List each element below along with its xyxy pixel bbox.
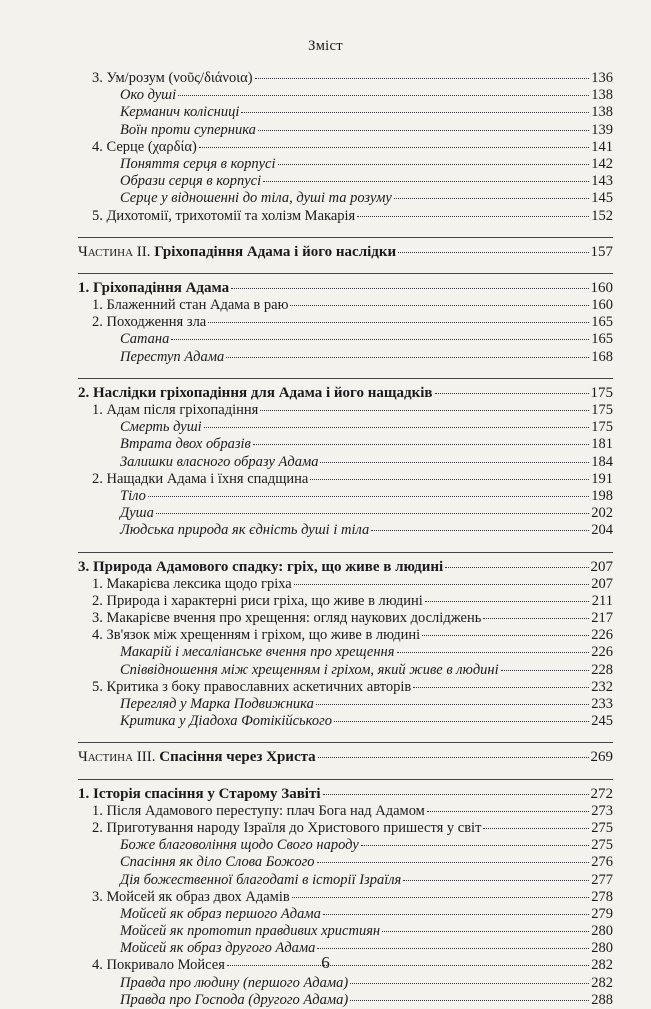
toc-entry-page: 207	[590, 558, 613, 575]
dot-leader	[231, 288, 588, 289]
toc-section	[78, 297, 613, 314]
dot-leader	[318, 757, 589, 758]
toc-entry-page: 275	[591, 819, 613, 836]
toc-entry-page: 280	[591, 940, 613, 957]
dot-leader	[253, 444, 589, 445]
toc-subsection	[78, 87, 613, 104]
toc-entry-page: 273	[591, 802, 613, 819]
toc-entry-title: 2. Наслідки гріхопадіння для Адама і його нащадків	[78, 384, 433, 401]
toc-entry-page: 278	[591, 888, 613, 905]
toc-entry-title: Втрата двох образів	[120, 436, 251, 453]
toc-entry-page: 282	[591, 974, 613, 991]
part-number: Частина II.	[78, 243, 151, 260]
toc-section	[78, 576, 613, 593]
dot-leader	[422, 635, 589, 636]
toc-subsection	[78, 992, 613, 1009]
dot-leader	[294, 584, 589, 585]
dot-leader	[382, 931, 589, 932]
dot-leader	[263, 181, 589, 182]
dot-leader	[357, 216, 589, 217]
toc-entry-title: Дія божественної благодаті в історії Ізраїля	[120, 871, 402, 888]
toc-entry-page: 204	[591, 522, 613, 539]
toc-entry-page: 139	[591, 121, 613, 138]
toc-entry-title: Критика у Діадоха Фотікійського	[120, 713, 333, 730]
toc-subsection	[78, 644, 613, 661]
dot-leader	[320, 462, 589, 463]
dot-leader	[241, 112, 589, 113]
dot-leader	[290, 305, 589, 306]
toc-subsection	[78, 122, 613, 139]
toc-section	[78, 679, 613, 696]
section-spacer	[78, 366, 613, 378]
toc-chapter	[78, 280, 613, 297]
toc-entry-page: 275	[591, 837, 613, 854]
section-spacer	[78, 730, 613, 742]
toc-subsection	[78, 713, 613, 730]
toc-section	[78, 314, 613, 331]
toc-subsection	[78, 696, 613, 713]
toc-entry-title: 5. Дихотомії, трихотомії та холізм Макарія	[92, 207, 356, 224]
part-number: Частина III.	[78, 749, 156, 766]
toc-section	[78, 471, 613, 488]
toc-entry-page: 279	[591, 905, 613, 922]
dot-leader	[260, 410, 589, 411]
toc-entry-page: 228	[591, 661, 613, 678]
dot-leader	[501, 670, 589, 671]
toc-chapter	[78, 559, 613, 576]
toc-part-heading	[78, 749, 613, 766]
dot-leader	[427, 811, 589, 812]
toc-entry-page: 165	[591, 314, 613, 331]
toc-subsection	[78, 854, 613, 871]
dot-leader	[148, 496, 589, 497]
toc-section	[78, 402, 613, 419]
toc-subsection	[78, 349, 613, 366]
toc-subsection	[78, 436, 613, 453]
dot-leader	[208, 322, 589, 323]
toc-entry-title: Правда про Господа (другого Адама)	[120, 991, 349, 1008]
toc-entry-title: 4. Серце (χαρδία)	[92, 138, 197, 155]
dot-leader	[204, 427, 589, 428]
toc-entry-title: 1. Адам після гріхопадіння	[92, 402, 259, 418]
section-spacer	[78, 225, 613, 237]
toc-entry-page: 143	[591, 173, 613, 190]
toc-subsection	[78, 190, 613, 207]
toc-subsection	[78, 156, 613, 173]
toc-entry-page: 175	[591, 402, 613, 418]
table-of-contents	[78, 70, 613, 1009]
toc-entry-page: 280	[591, 923, 613, 940]
toc-entry-title: Воїн проти суперника	[120, 121, 256, 138]
toc-entry-page: 145	[591, 190, 613, 207]
section-spacer	[78, 767, 613, 779]
toc-section	[78, 627, 613, 644]
dot-leader	[226, 357, 589, 358]
toc-subsection	[78, 173, 613, 190]
dot-leader	[483, 618, 589, 619]
toc-entry-page: 226	[591, 644, 613, 661]
dot-leader	[403, 880, 589, 881]
toc-entry-title: Тіло	[120, 487, 146, 504]
part-title: Спасіння через Христа	[159, 749, 316, 766]
toc-entry-page: 160	[591, 297, 613, 314]
toc-subsection	[78, 331, 613, 348]
toc-section	[78, 803, 613, 820]
dot-leader	[310, 479, 589, 480]
page-header: Зміст	[308, 38, 343, 54]
toc-subsection	[78, 454, 613, 471]
toc-subsection	[78, 906, 613, 923]
toc-entry-title: Смерть душі	[120, 419, 202, 436]
toc-subsection	[78, 104, 613, 121]
toc-subsection	[78, 522, 613, 539]
toc-entry-title: Мойсей як образ першого Адама	[120, 905, 321, 922]
toc-entry-title: Душа	[120, 505, 154, 522]
toc-entry-title: Правда про людину (першого Адама)	[120, 974, 349, 991]
dot-leader	[199, 147, 589, 148]
toc-subsection	[78, 872, 613, 889]
dot-leader	[316, 704, 589, 705]
dot-leader	[258, 130, 589, 131]
toc-entry-page: 245	[591, 713, 613, 730]
dot-leader	[413, 687, 589, 688]
dot-leader	[394, 198, 589, 199]
dot-leader	[425, 601, 589, 602]
toc-entry-title: 1. Гріхопадіння Адама	[78, 279, 230, 296]
toc-entry-title: Перегляд у Марка Подвижника	[120, 696, 314, 712]
toc-entry-title: 1. Блаженний стан Адама в раю	[92, 297, 289, 314]
toc-entry-title: Образи серця в корпусі	[120, 173, 262, 190]
toc-section	[78, 820, 613, 837]
toc-subsection	[78, 837, 613, 854]
dot-leader	[292, 897, 589, 898]
toc-entry-title: Макарій і месаліанське вчення про хрещення	[120, 644, 395, 661]
toc-entry-title: Серце у відношенні до тіла, душі та розуму	[120, 190, 392, 207]
dot-leader	[323, 794, 589, 795]
toc-entry-page: 141	[591, 138, 613, 155]
dot-leader	[334, 721, 589, 722]
toc-section	[78, 70, 613, 87]
dot-leader	[317, 862, 590, 863]
dot-leader	[483, 828, 589, 829]
toc-entry-title: 3. Природа Адамового спадку: гріх, що живе в людині	[78, 558, 444, 575]
toc-chapter	[78, 786, 613, 803]
toc-entry-title: 2. Походження зла	[92, 314, 207, 331]
dot-leader	[350, 983, 589, 984]
toc-entry-title: Мойсей як образ другого Адама	[120, 940, 316, 957]
toc-entry-page: 136	[591, 70, 613, 86]
toc-entry-title: Боже благовоління щодо Свого народу	[120, 837, 359, 854]
toc-entry-page: 232	[591, 678, 613, 695]
toc-entry-page: 276	[591, 854, 613, 871]
dot-leader	[398, 252, 588, 253]
toc-part-label	[78, 244, 396, 261]
toc-entry-title: Співвідношення між хрещенням і гріхом, який живе в людині	[120, 661, 499, 678]
dot-leader	[323, 914, 589, 915]
toc-entry-page: 211	[591, 592, 613, 609]
part-title: Гріхопадіння Адама і його наслідки	[154, 243, 397, 260]
toc-entry-title: Сатана	[120, 331, 170, 348]
toc-subsection	[78, 662, 613, 679]
toc-subsection	[78, 975, 613, 992]
toc-entry-page: 181	[591, 436, 613, 453]
toc-entry-page: 160	[590, 279, 613, 296]
toc-entry-page: 217	[591, 610, 613, 627]
toc-entry-page: 175	[590, 384, 613, 401]
dot-leader	[171, 339, 589, 340]
toc-entry-title: 4. Зв'язок між хрещенням і гріхом, що живе в людині	[92, 627, 421, 644]
dot-leader	[278, 164, 590, 165]
toc-entry-title: 3. Ум/розум (νοῦς/διάνοια)	[92, 70, 253, 86]
dot-leader	[361, 845, 589, 846]
section-spacer	[78, 261, 613, 273]
toc-entry-title: 1. Макарієва лексика щодо гріха	[92, 575, 292, 592]
toc-entry-page: 168	[591, 348, 613, 365]
toc-entry-title: Переступ Адама	[120, 348, 225, 365]
toc-entry-page: 165	[591, 331, 613, 348]
dot-leader	[317, 948, 589, 949]
toc-entry-title: 1. Історія спасіння у Старому Завіті	[78, 785, 321, 802]
toc-entry-page: 152	[591, 207, 613, 224]
toc-subsection	[78, 923, 613, 940]
toc-entry-title: 3. Макарієве вчення про хрещення: огляд наукових досліджень	[92, 610, 482, 627]
toc-entry-page: 184	[591, 453, 613, 470]
toc-entry-page: 138	[591, 87, 613, 104]
toc-entry-title: 2. Нащадки Адама і їхня спадщина	[92, 470, 309, 487]
toc-entry-title: 2. Приготування народу Ізраїля до Христового пришестя у світ	[92, 819, 482, 836]
toc-section	[78, 139, 613, 156]
toc-entry-title: Мойсей як прототип правдивих християн	[120, 923, 381, 940]
toc-entry-page: 277	[591, 871, 613, 888]
toc-entry-page: 142	[591, 155, 613, 172]
toc-part-heading	[78, 244, 613, 261]
toc-entry-page: 233	[591, 696, 613, 712]
toc-entry-title: 1. Після Адамового переступу: плач Бога над Адамом	[92, 802, 425, 819]
toc-chapter	[78, 385, 613, 402]
toc-subsection	[78, 419, 613, 436]
page-number: 6	[321, 953, 330, 972]
toc-entry-title: 2. Природа і характерні риси гріха, що живе в людині	[92, 592, 423, 609]
toc-entry-title: Спасіння як діло Слова Божого	[120, 854, 315, 871]
section-spacer	[78, 540, 613, 552]
toc-section	[78, 610, 613, 627]
dot-leader	[445, 567, 588, 568]
toc-entry-page: 288	[591, 991, 613, 1008]
toc-subsection	[78, 505, 613, 522]
toc-entry-page: 226	[591, 627, 613, 644]
dot-leader	[156, 513, 589, 514]
dot-leader	[371, 530, 589, 531]
toc-section	[78, 593, 613, 610]
toc-entry-page: 282	[591, 957, 613, 974]
toc-entry-title: Око душі	[120, 87, 177, 104]
toc-entry-title: Керманич колісниці	[120, 104, 240, 121]
toc-entry-page: 175	[591, 419, 613, 436]
dot-leader	[255, 78, 589, 79]
toc-entry-title: Людська природа як єдність душі і тіла	[120, 522, 370, 539]
dot-leader	[435, 393, 589, 394]
dot-leader	[397, 652, 590, 653]
toc-section	[78, 889, 613, 906]
dot-leader	[178, 95, 589, 96]
toc-part-label	[78, 749, 316, 766]
toc-entry-title: Залишки власного образу Адама	[120, 453, 319, 470]
toc-section	[78, 208, 613, 225]
toc-subsection	[78, 488, 613, 505]
toc-entry-page: 198	[591, 487, 613, 504]
toc-entry-page: 191	[591, 470, 613, 487]
toc-entry-page: 269	[590, 749, 613, 766]
toc-entry-title: 4. Покривало Мойсея	[92, 957, 225, 974]
toc-entry-title: 3. Мойсей як образ двох Адамів	[92, 888, 290, 905]
toc-entry-page: 157	[590, 243, 613, 260]
toc-entry-page: 202	[591, 505, 613, 522]
toc-entry-title: Поняття серця в корпусі	[120, 155, 276, 172]
toc-entry-page: 272	[590, 785, 613, 802]
toc-entry-page: 207	[591, 575, 613, 592]
toc-entry-page: 138	[591, 104, 613, 121]
toc-entry-title: 5. Критика з боку православних аскетичних авторів	[92, 678, 412, 695]
